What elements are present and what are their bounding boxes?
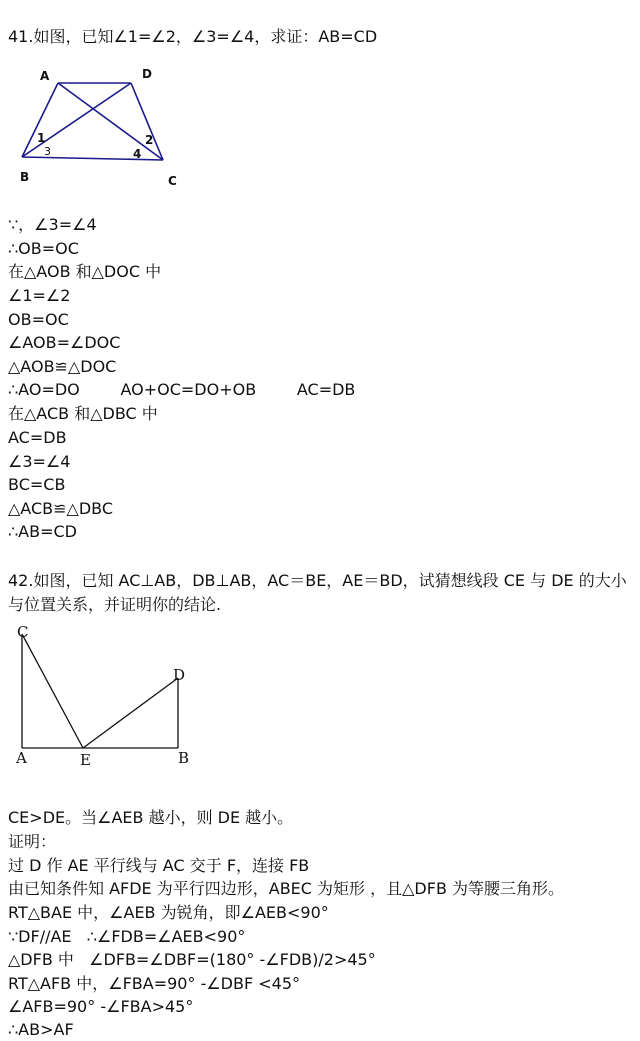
angle-label-4: 4 [133,147,142,161]
vertex-label-A: A [40,69,50,83]
angle-label-2: 2 [145,133,154,147]
angle-label-1: 1 [37,131,46,145]
problem-42-title-line-1: 42.如图，已知 AC⊥AB，DB⊥AB，AC＝BE，AE＝BD，试猜想线段 CE 与 DE 的大小 [8,571,627,590]
vertex-label-C: C [17,623,29,641]
proof41-line-13: △ACB≌△DBC [8,499,114,518]
vertex-label-E: E [80,751,91,769]
solution42-line-4: 由已知条件知 AFDE 为平行四边形，ABEC 为矩形 ，且△DFB 为等腰三角形。 [8,879,565,898]
proof41-line-5: OB=OC [8,310,69,329]
segment-AB [22,83,58,157]
proof41-line-14: ∴AB=CD [8,522,77,541]
solution42-line-3: 过 D 作 AE 平行线与 AC 交于 F，连接 FB [8,856,310,875]
proof41-line-3: 在△AOB 和△DOC 中 [8,262,162,281]
proof41-line-9: 在△ACB 和△DBC 中 [8,404,158,423]
solution42-line-9: ∠AFB=90° -∠FBA>45° [8,997,194,1016]
proof41-line-7: △AOB≌△DOC [8,357,117,376]
proof41-line-12: BC=CB [8,475,66,494]
solution42-line-6: ∵DF//AE ∴∠FDB=∠AEB<90° [8,927,246,946]
proof41-line-4: ∠1=∠2 [8,286,71,305]
solution42-line-10: ∴AB>AF [8,1020,74,1039]
solution42-line-7: △DFB 中 ∠DFB=∠DBF=(180° -∠FDB)/2>45° [8,950,376,969]
problem-42-title-line-2: 与位置关系，并证明你的结论. [8,595,222,614]
proof41-line-8: ∴AO=DO AO+OC=DO+OB AC=DB [8,380,356,399]
proof41-line-2: ∴OB=OC [8,239,79,258]
figure-41-quadrilateral [0,60,200,190]
vertex-label-B: B [178,749,190,767]
vertex-label-D: D [173,666,186,684]
solution42-line-2: 证明： [8,832,57,851]
problem-41-title: 41.如图，已知∠1=∠2，∠3=∠4，求证：AB=CD [8,27,378,46]
figure-41-svg [0,60,200,190]
vertex-label-C: C [168,174,177,188]
solution42-line-5: RT△BAE 中，∠AEB 为锐角，即∠AEB<90° [8,903,329,922]
vertex-label-D: D [142,67,152,81]
vertex-label-B: B [20,170,30,184]
proof41-line-6: ∠AOB=∠DOC [8,333,121,352]
proof41-line-1: ∵，∠3=∠4 [8,215,97,234]
vertex-label-A: A [16,749,27,767]
diagonal-BD [22,83,131,157]
angle-label-3: 3 [44,145,51,158]
figure-42-diagram [0,622,210,772]
proof41-line-11: ∠3=∠4 [8,452,71,471]
segment-CE [22,634,83,748]
solution42-line-1: CE>DE。当∠AEB 越小，则 DE 越小。 [8,808,294,827]
solution42-line-8: RT△AFB 中，∠FBA=90° -∠DBF <45° [8,974,301,993]
segment-ED [83,678,178,748]
proof41-line-10: AC=DB [8,428,67,447]
